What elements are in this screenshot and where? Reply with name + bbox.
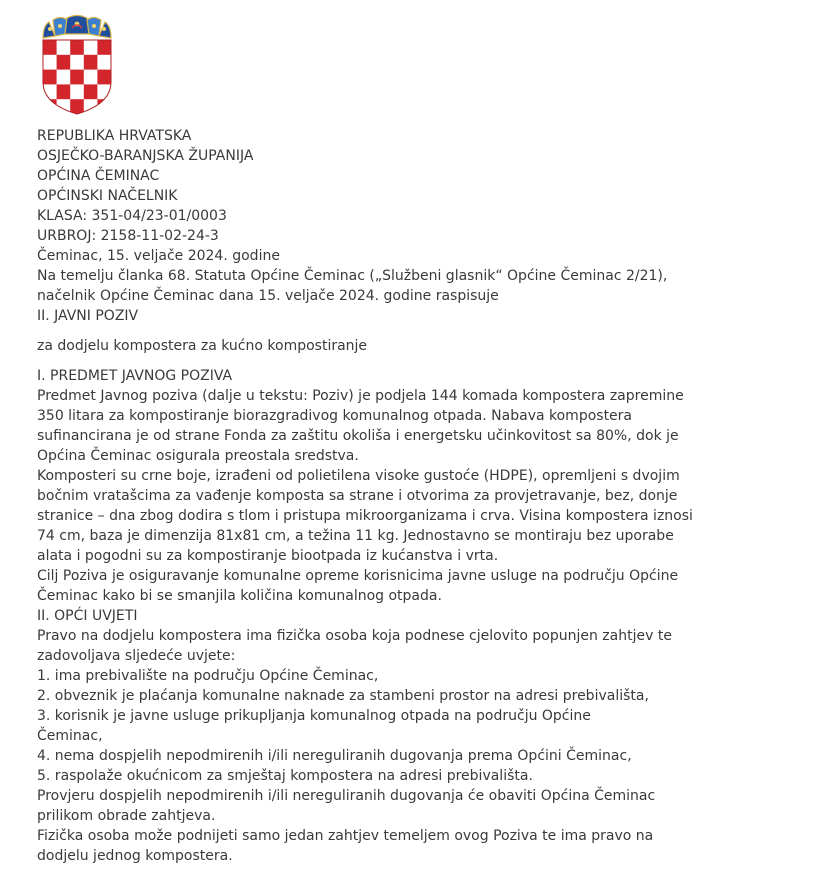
section-1-line: stranice – dna zbog dodira s tlom i pristupa mikroorganizama i crva. Visina kompostera iznosi — [37, 508, 693, 524]
office-name: OPĆINSKI NAČELNIK — [37, 188, 178, 204]
condition-item: 4. nema dospjelih nepodmirenih i/ili nereguliranih dugovanja prema Općini Čeminac, — [37, 748, 632, 764]
section-2-line: Provjeru dospjelih nepodmirenih i/ili nereguliranih dugovanja će obaviti Općina Čeminac — [37, 788, 656, 804]
intro-line-1: Na temelju članka 68. Statuta Općine Čeminac („Službeni glasnik“ Općine Čeminac 2/21), — [37, 268, 668, 284]
section-1-line: bočnim vratašcima za vađenje komposta sa strane i otvorima za provjetravanje, bez, donje — [37, 488, 678, 504]
checkerboard-shield — [43, 40, 111, 116]
county-name: OSJEČKO-BARANJSKA ŽUPANIJA — [37, 148, 254, 164]
section-2-line: dodjelu jednog kompostera. — [37, 848, 233, 864]
republic-name: REPUBLIKA HRVATSKA — [37, 128, 192, 144]
document-title: II. JAVNI POZIV — [37, 308, 139, 324]
section-1-heading: I. PREDMET JAVNOG POZIVA — [37, 368, 233, 384]
section-1-line: 74 cm, baza je dimenzija 81x81 cm, a težina 11 kg. Jednostavno se montiraju bez uporabe — [37, 528, 674, 544]
intro-line-2: načelnik Općine Čeminac dana 15. veljače 2024. godine raspisuje — [37, 288, 499, 304]
section-1-line: Komposteri su crne boje, izrađeni od polietilena visoke gustoće (HDPE), opremljeni s dvojim — [37, 468, 680, 484]
section-2-line: zadovoljava sljedeće uvjete: — [37, 648, 236, 664]
section-2-line: Pravo na dodjelu kompostera ima fizička osoba koja podnese cjelovito popunjen zahtjev te — [37, 628, 672, 644]
section-1-line: sufinancirana je od strane Fonda za zaštitu okoliša i energetsku učinkovitost sa 80%, dok je — [37, 428, 679, 444]
section-2-line: prilikom obrade zahtjeva. — [37, 808, 216, 824]
condition-item: 3. korisnik je javne usluge prikupljanja komunalnog otpada na području Općine — [37, 708, 591, 724]
section-1-line: Predmet Javnog poziva (dalje u tekstu: Poziv) je podjela 144 komada kompostera zapremine — [37, 388, 684, 404]
document-body — [37, 126, 797, 866]
section-2-line: Fizička osoba može podnijeti samo jedan zahtjev temeljem ovog Poziva te ima pravo na — [37, 828, 654, 844]
section-1-line: Cilj Poziva je osiguravanje komunalne opreme korisnicima javne usluge na području Općine — [37, 568, 679, 584]
urbroj-number: URBROJ: 2158-11-02-24-3 — [37, 228, 219, 244]
condition-item: 5. raspolaže okućnicom za smještaj kompostera na adresi prebivališta. — [37, 768, 533, 784]
crown-icon — [43, 16, 111, 39]
condition-item: Čeminac, — [37, 728, 103, 744]
municipality-name: OPĆINA ČEMINAC — [37, 168, 160, 184]
condition-item: 2. obveznik je plaćanja komunalne naknade za stambeni prostor na adresi prebivališta, — [37, 688, 649, 704]
croatian-coat-of-arms-icon — [37, 12, 117, 116]
condition-item: 1. ima prebivalište na području Općine Čeminac, — [37, 668, 379, 684]
place-date: Čeminac, 15. veljače 2024. godine — [37, 248, 280, 264]
section-1-line: Čeminac kako bi se smanjila količina komunalnog otpada. — [37, 588, 442, 604]
klasa-number: KLASA: 351-04/23-01/0003 — [37, 208, 227, 224]
section-1-line: Općina Čeminac osigurala preostala sredstva. — [37, 448, 359, 464]
section-2-heading: II. OPĆI UVJETI — [37, 608, 138, 624]
section-1-line: alata i pogodni su za kompostiranje biootpada iz kućanstva i vrta. — [37, 548, 499, 564]
document-subtitle: za dodjelu kompostera za kućno kompostiranje — [37, 338, 368, 354]
section-1-line: 350 litara za kompostiranje biorazgradivog komunalnog otpada. Nabava kompostera — [37, 408, 633, 424]
